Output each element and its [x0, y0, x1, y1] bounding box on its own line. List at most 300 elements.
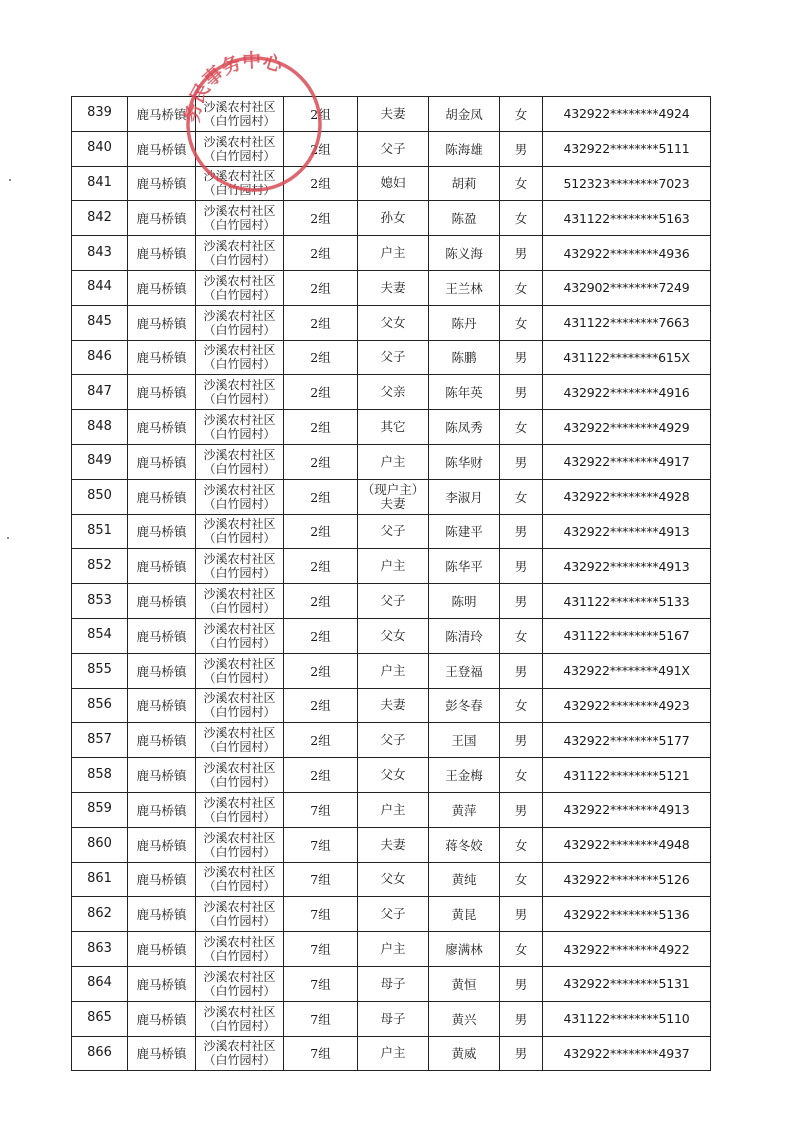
town-cell: 鹿马桥镇 [128, 862, 196, 897]
sex-cell: 男 [500, 966, 543, 1001]
town-cell: 鹿马桥镇 [128, 758, 196, 793]
community-line: （白竹园村） [203, 183, 276, 198]
community-line: 沙溪农村社区 [203, 273, 276, 288]
row-number-cell: 841 [72, 166, 128, 201]
name-cell: 王国 [429, 723, 500, 758]
sex-cell: 女 [500, 688, 543, 723]
sex-cell: 女 [500, 932, 543, 967]
relation-line: 孙女 [380, 210, 406, 226]
community-cell [196, 549, 284, 584]
relation-cell [358, 270, 429, 305]
name-cell: 彭冬春 [429, 688, 500, 723]
relation-line: 母子 [380, 1010, 406, 1026]
name-cell: 陈凤秀 [429, 410, 500, 445]
name-cell: 王金梅 [429, 758, 500, 793]
table-row [72, 270, 711, 305]
table-row [72, 932, 711, 967]
community-cell [196, 897, 284, 932]
relation-line: 母子 [380, 975, 406, 991]
community-line: （白竹园村） [203, 914, 276, 929]
row-number-cell: 843 [72, 236, 128, 271]
relation-line: 父子 [380, 906, 406, 922]
id-number-cell: 432922********4913 [543, 549, 711, 584]
community-line: 沙溪农村社区 [203, 99, 276, 114]
name-cell: 王兰林 [429, 270, 500, 305]
community-line: 沙溪农村社区 [203, 935, 276, 950]
sex-cell: 女 [500, 201, 543, 236]
row-number-cell: 848 [72, 410, 128, 445]
id-number-cell: 432922********4937 [543, 1036, 711, 1071]
community-line: 沙溪农村社区 [203, 517, 276, 532]
name-cell: 陈海雄 [429, 131, 500, 166]
table-row [72, 1001, 711, 1036]
table-row [72, 792, 711, 827]
town-cell: 鹿马桥镇 [128, 966, 196, 1001]
id-number-cell: 432922********4929 [543, 410, 711, 445]
relation-line: 父子 [380, 732, 406, 748]
sex-cell: 男 [500, 584, 543, 619]
relation-cell [358, 444, 429, 479]
community-line: （白竹园村） [203, 1053, 276, 1068]
town-cell: 鹿马桥镇 [128, 131, 196, 166]
sex-cell: 男 [500, 375, 543, 410]
table-row [72, 966, 711, 1001]
community-cell [196, 166, 284, 201]
table-row [72, 305, 711, 340]
town-cell: 鹿马桥镇 [128, 340, 196, 375]
community-cell [196, 688, 284, 723]
town-cell: 鹿马桥镇 [128, 653, 196, 688]
community-line: （白竹园村） [203, 879, 276, 894]
relation-line: 夫妻 [380, 697, 406, 713]
community-cell [196, 131, 284, 166]
town-cell: 鹿马桥镇 [128, 514, 196, 549]
community-line: （白竹园村） [203, 809, 276, 824]
sex-cell: 男 [500, 723, 543, 758]
community-line: 沙溪农村社区 [203, 308, 276, 323]
town-cell: 鹿马桥镇 [128, 305, 196, 340]
sex-cell: 女 [500, 479, 543, 514]
row-number-cell: 849 [72, 444, 128, 479]
scan-speck [9, 179, 11, 181]
community-line: （白竹园村） [203, 287, 276, 302]
sex-cell: 男 [500, 1001, 543, 1036]
relation-line: 父子 [380, 593, 406, 609]
community-line: 沙溪农村社区 [203, 726, 276, 741]
relation-line: 夫妻 [380, 836, 406, 852]
name-cell: 陈华财 [429, 444, 500, 479]
id-number-cell: 432922********5126 [543, 862, 711, 897]
group-cell: 2组 [284, 270, 358, 305]
community-line: （白竹园村） [203, 496, 276, 511]
table-row [72, 653, 711, 688]
group-cell: 2组 [284, 410, 358, 445]
community-line: 沙溪农村社区 [203, 865, 276, 880]
community-cell [196, 201, 284, 236]
relation-line: 户主 [380, 558, 406, 574]
name-cell: 黄萍 [429, 792, 500, 827]
group-cell: 2组 [284, 305, 358, 340]
community-line: 沙溪农村社区 [203, 900, 276, 915]
community-line: （白竹园村） [203, 322, 276, 337]
row-number-cell: 857 [72, 723, 128, 758]
sex-cell: 女 [500, 862, 543, 897]
relation-cell [358, 1001, 429, 1036]
group-cell: 7组 [284, 897, 358, 932]
table-row [72, 410, 711, 445]
group-cell: 2组 [284, 549, 358, 584]
group-cell: 2组 [284, 479, 358, 514]
relation-line: 媳妇 [380, 175, 406, 191]
relation-line: 父女 [380, 871, 406, 887]
row-number-cell: 865 [72, 1001, 128, 1036]
id-number-cell: 432922********5136 [543, 897, 711, 932]
group-cell: 2组 [284, 584, 358, 619]
group-cell: 7组 [284, 1001, 358, 1036]
community-line: 沙溪农村社区 [203, 761, 276, 776]
community-cell [196, 827, 284, 862]
community-cell [196, 375, 284, 410]
community-cell [196, 723, 284, 758]
table-row [72, 201, 711, 236]
name-cell: 廖满林 [429, 932, 500, 967]
relation-cell [358, 201, 429, 236]
community-line: 沙溪农村社区 [203, 656, 276, 671]
sex-cell: 女 [500, 166, 543, 201]
table-row [72, 862, 711, 897]
id-number-cell: 431122********7663 [543, 305, 711, 340]
row-number-cell: 861 [72, 862, 128, 897]
table-row [72, 444, 711, 479]
community-line: （白竹园村） [203, 427, 276, 442]
community-line: （白竹园村） [203, 218, 276, 233]
table-row [72, 514, 711, 549]
id-number-cell: 432922********4936 [543, 236, 711, 271]
town-cell: 鹿马桥镇 [128, 444, 196, 479]
table-row [72, 97, 711, 132]
table-row [72, 131, 711, 166]
relation-line: 户主 [380, 1045, 406, 1061]
community-line: 沙溪农村社区 [203, 343, 276, 358]
relation-cell [358, 932, 429, 967]
group-cell: 7组 [284, 1036, 358, 1071]
relation-line: 父子 [380, 349, 406, 365]
community-cell [196, 758, 284, 793]
relation-cell [358, 131, 429, 166]
community-line: 沙溪农村社区 [203, 830, 276, 845]
row-number-cell: 862 [72, 897, 128, 932]
id-number-cell: 432922********491X [543, 653, 711, 688]
id-number-cell: 432922********4917 [543, 444, 711, 479]
town-cell: 鹿马桥镇 [128, 792, 196, 827]
roster-body [72, 97, 711, 1071]
name-cell: 陈盈 [429, 201, 500, 236]
id-number-cell: 512323********7023 [543, 166, 711, 201]
community-line: （白竹园村） [203, 113, 276, 128]
community-cell [196, 97, 284, 132]
relation-cell [358, 514, 429, 549]
name-cell: 陈明 [429, 584, 500, 619]
table-row [72, 236, 711, 271]
relation-cell [358, 97, 429, 132]
community-line: （白竹园村） [203, 740, 276, 755]
row-number-cell: 856 [72, 688, 128, 723]
id-number-cell: 432922********5111 [543, 131, 711, 166]
community-cell [196, 966, 284, 1001]
relation-cell [358, 549, 429, 584]
community-line: （白竹园村） [203, 461, 276, 476]
id-number-cell: 432922********4913 [543, 792, 711, 827]
group-cell: 2组 [284, 444, 358, 479]
community-cell [196, 444, 284, 479]
group-cell: 7组 [284, 932, 358, 967]
community-line: （白竹园村） [203, 531, 276, 546]
table-row [72, 584, 711, 619]
id-number-cell: 432922********4924 [543, 97, 711, 132]
sex-cell: 男 [500, 549, 543, 584]
community-cell [196, 479, 284, 514]
table-row [72, 375, 711, 410]
row-number-cell: 853 [72, 584, 128, 619]
group-cell: 2组 [284, 514, 358, 549]
relation-line: 户主 [380, 662, 406, 678]
group-cell: 2组 [284, 340, 358, 375]
town-cell: 鹿马桥镇 [128, 1001, 196, 1036]
relation-line: 夫妻 [380, 279, 406, 295]
relation-line: 父子 [380, 523, 406, 539]
relation-line: 户主 [380, 801, 406, 817]
row-number-cell: 850 [72, 479, 128, 514]
name-cell: 李淑月 [429, 479, 500, 514]
name-cell: 陈年英 [429, 375, 500, 410]
town-cell: 鹿马桥镇 [128, 932, 196, 967]
row-number-cell: 847 [72, 375, 128, 410]
id-number-cell: 432922********4916 [543, 375, 711, 410]
town-cell: 鹿马桥镇 [128, 97, 196, 132]
table-row [72, 758, 711, 793]
id-number-cell: 431122********5163 [543, 201, 711, 236]
community-line: 沙溪农村社区 [203, 1039, 276, 1054]
town-cell: 鹿马桥镇 [128, 688, 196, 723]
group-cell: 2组 [284, 653, 358, 688]
group-cell: 2组 [284, 97, 358, 132]
name-cell: 黄纯 [429, 862, 500, 897]
relation-line: 父女 [380, 314, 406, 330]
scan-speck [7, 537, 9, 539]
sex-cell: 男 [500, 653, 543, 688]
row-number-cell: 839 [72, 97, 128, 132]
table-row [72, 1036, 711, 1071]
row-number-cell: 845 [72, 305, 128, 340]
row-number-cell: 866 [72, 1036, 128, 1071]
community-line: 沙溪农村社区 [203, 691, 276, 706]
id-number-cell: 432922********4913 [543, 514, 711, 549]
community-cell [196, 862, 284, 897]
community-line: 沙溪农村社区 [203, 239, 276, 254]
group-cell: 7组 [284, 827, 358, 862]
group-cell: 7组 [284, 862, 358, 897]
community-line: 沙溪农村社区 [203, 413, 276, 428]
relation-cell [358, 792, 429, 827]
community-line: （白竹园村） [203, 566, 276, 581]
community-line: 沙溪农村社区 [203, 447, 276, 462]
community-cell [196, 236, 284, 271]
town-cell: 鹿马桥镇 [128, 1036, 196, 1071]
row-number-cell: 840 [72, 131, 128, 166]
row-number-cell: 844 [72, 270, 128, 305]
sex-cell: 女 [500, 618, 543, 653]
name-cell: 王登福 [429, 653, 500, 688]
relation-cell [358, 479, 429, 514]
sex-cell: 男 [500, 236, 543, 271]
community-line: （白竹园村） [203, 844, 276, 859]
row-number-cell: 859 [72, 792, 128, 827]
community-line: （白竹园村） [203, 1018, 276, 1033]
community-cell [196, 1001, 284, 1036]
group-cell: 2组 [284, 723, 358, 758]
name-cell: 陈建平 [429, 514, 500, 549]
sex-cell: 女 [500, 97, 543, 132]
table-row [72, 723, 711, 758]
id-number-cell: 432922********4922 [543, 932, 711, 967]
table-row [72, 479, 711, 514]
group-cell: 2组 [284, 236, 358, 271]
table-row [72, 897, 711, 932]
name-cell: 陈义海 [429, 236, 500, 271]
community-line: 沙溪农村社区 [203, 169, 276, 184]
row-number-cell: 855 [72, 653, 128, 688]
relation-cell [358, 618, 429, 653]
name-cell: 黄昆 [429, 897, 500, 932]
relation-line: 夫妻 [380, 105, 406, 121]
sex-cell: 男 [500, 340, 543, 375]
sex-cell: 女 [500, 410, 543, 445]
community-line: （白竹园村） [203, 983, 276, 998]
sex-cell: 女 [500, 758, 543, 793]
community-cell [196, 618, 284, 653]
row-number-cell: 864 [72, 966, 128, 1001]
sex-cell: 男 [500, 514, 543, 549]
relation-cell [358, 375, 429, 410]
town-cell: 鹿马桥镇 [128, 375, 196, 410]
group-cell: 2组 [284, 166, 358, 201]
group-cell: 2组 [284, 375, 358, 410]
town-cell: 鹿马桥镇 [128, 618, 196, 653]
relation-line: 其它 [380, 419, 406, 435]
town-cell: 鹿马桥镇 [128, 584, 196, 619]
community-line: （白竹园村） [203, 148, 276, 163]
sex-cell: 男 [500, 131, 543, 166]
row-number-cell: 860 [72, 827, 128, 862]
community-line: （白竹园村） [203, 357, 276, 372]
community-line: （白竹园村） [203, 601, 276, 616]
town-cell: 鹿马桥镇 [128, 827, 196, 862]
row-number-cell: 846 [72, 340, 128, 375]
seal-text: 务民事务中心 [181, 49, 285, 125]
relation-cell [358, 827, 429, 862]
sex-cell: 男 [500, 1036, 543, 1071]
community-line: （白竹园村） [203, 253, 276, 268]
relation-line: 户主 [380, 941, 406, 957]
community-line: 沙溪农村社区 [203, 1004, 276, 1019]
relation-cell [358, 758, 429, 793]
relation-cell [358, 584, 429, 619]
sex-cell: 男 [500, 897, 543, 932]
community-line: （白竹园村） [203, 670, 276, 685]
relation-line: 父女 [380, 767, 406, 783]
community-cell [196, 514, 284, 549]
name-cell: 胡金凤 [429, 97, 500, 132]
relation-line: 父子 [380, 140, 406, 156]
id-number-cell: 432902********7249 [543, 270, 711, 305]
group-cell: 7组 [284, 792, 358, 827]
community-cell [196, 792, 284, 827]
community-cell [196, 584, 284, 619]
id-number-cell: 431122********5133 [543, 584, 711, 619]
community-line: 沙溪农村社区 [203, 482, 276, 497]
community-line: （白竹园村） [203, 635, 276, 650]
table-row [72, 688, 711, 723]
town-cell: 鹿马桥镇 [128, 410, 196, 445]
relation-cell [358, 723, 429, 758]
row-number-cell: 842 [72, 201, 128, 236]
community-line: 沙溪农村社区 [203, 795, 276, 810]
name-cell: 黄威 [429, 1036, 500, 1071]
community-line: 沙溪农村社区 [203, 621, 276, 636]
community-cell [196, 305, 284, 340]
roster-table [71, 96, 711, 1071]
id-number-cell: 431122********615X [543, 340, 711, 375]
relation-cell [358, 653, 429, 688]
relation-line: 夫妻 [380, 495, 406, 511]
sex-cell: 男 [500, 792, 543, 827]
community-line: 沙溪农村社区 [203, 134, 276, 149]
name-cell: 黄兴 [429, 1001, 500, 1036]
relation-cell [358, 1036, 429, 1071]
group-cell: 2组 [284, 131, 358, 166]
name-cell: 陈鹏 [429, 340, 500, 375]
table-row [72, 618, 711, 653]
table-row [72, 827, 711, 862]
town-cell: 鹿马桥镇 [128, 479, 196, 514]
row-number-cell: 858 [72, 758, 128, 793]
community-line: （白竹园村） [203, 705, 276, 720]
group-cell: 2组 [284, 688, 358, 723]
community-cell [196, 932, 284, 967]
relation-cell [358, 340, 429, 375]
id-number-cell: 432922********5177 [543, 723, 711, 758]
table-row [72, 549, 711, 584]
community-line: 沙溪农村社区 [203, 587, 276, 602]
relation-cell [358, 305, 429, 340]
id-number-cell: 431122********5167 [543, 618, 711, 653]
town-cell: 鹿马桥镇 [128, 723, 196, 758]
relation-cell [358, 897, 429, 932]
relation-line: 户主 [380, 453, 406, 469]
name-cell: 蒋冬姣 [429, 827, 500, 862]
community-line: 沙溪农村社区 [203, 204, 276, 219]
town-cell: 鹿马桥镇 [128, 236, 196, 271]
relation-line: 户主 [380, 245, 406, 261]
group-cell: 7组 [284, 966, 358, 1001]
town-cell: 鹿马桥镇 [128, 166, 196, 201]
id-number-cell: 432922********4923 [543, 688, 711, 723]
town-cell: 鹿马桥镇 [128, 549, 196, 584]
table-row [72, 166, 711, 201]
community-cell [196, 340, 284, 375]
relation-cell [358, 236, 429, 271]
community-line: 沙溪农村社区 [203, 969, 276, 984]
